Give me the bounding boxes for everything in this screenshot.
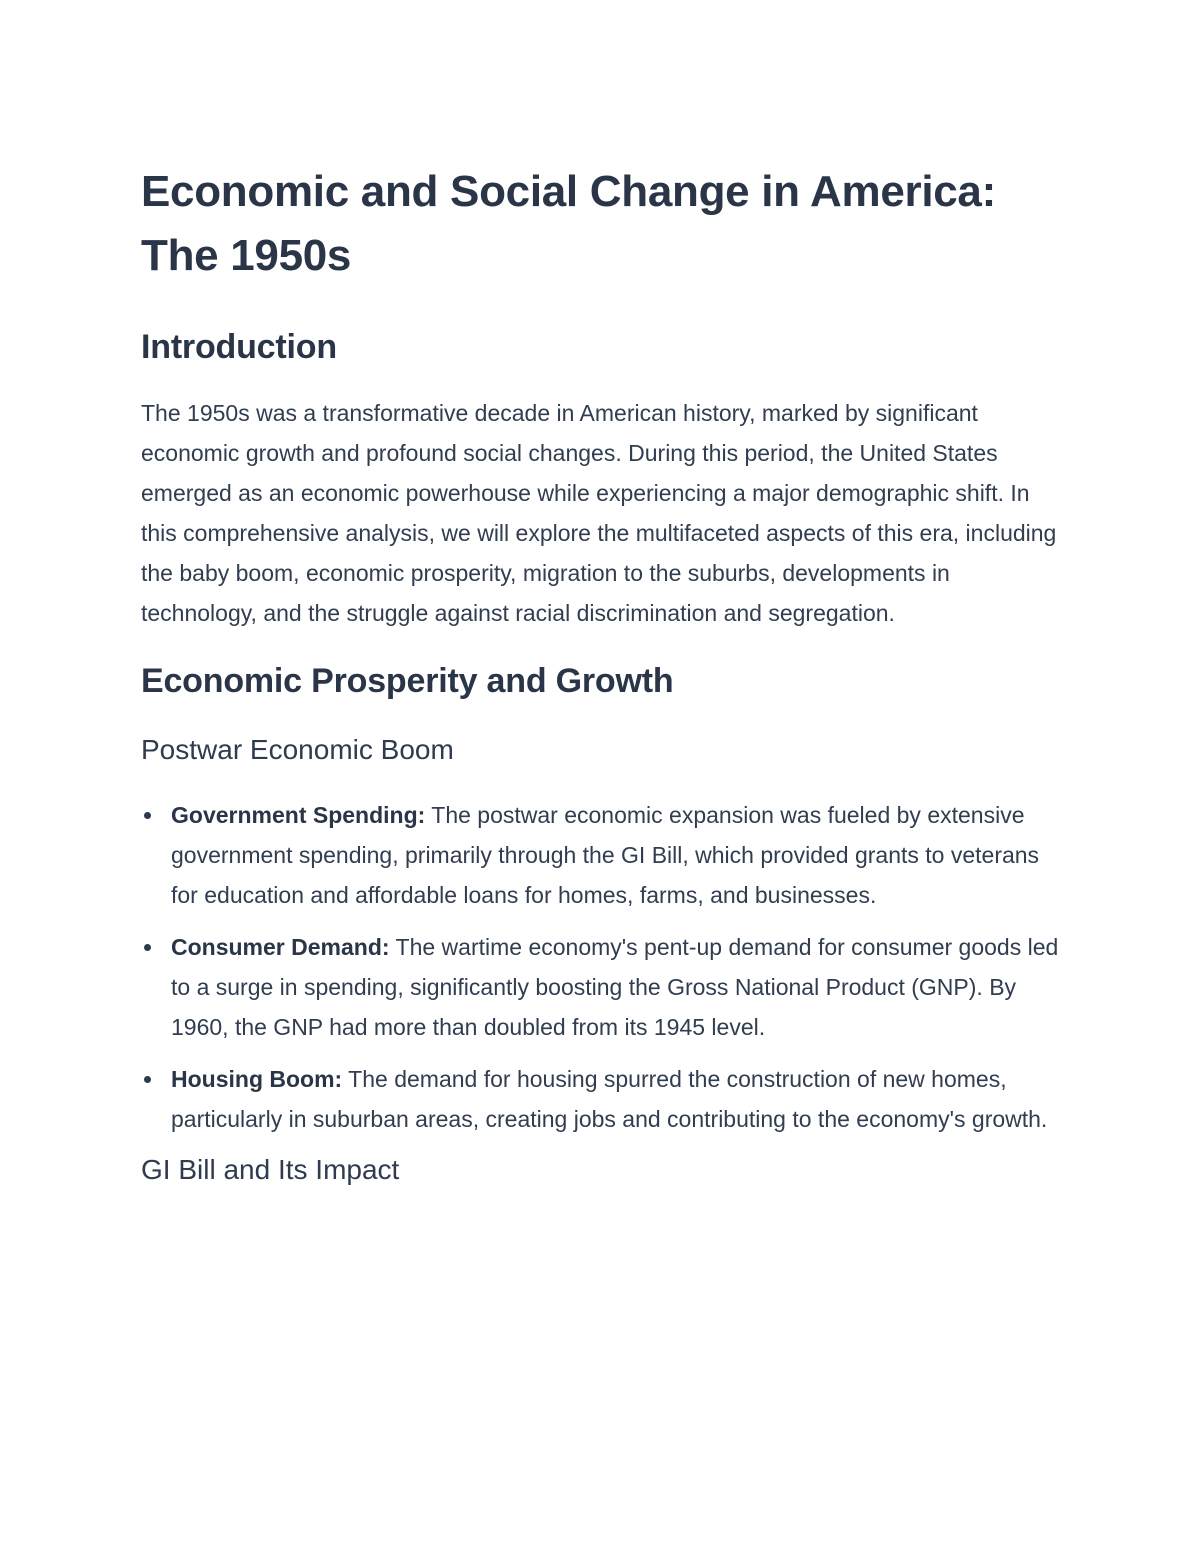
list-item-text: The demand for housing spurred the construction of new homes, particularly in suburban areas, creating jobs and contributing to the economy's growth.: [171, 1066, 1048, 1132]
list-item-text: The postwar economic expansion was fueled by extensive government spending, primarily through the GI Bill, which provided grants to veterans for education and affordable loans for homes, farms, and businesses.: [171, 802, 1040, 908]
document-title: Economic and Social Change in America: The 1950s: [141, 167, 996, 280]
section-heading-introduction: Introduction: [141, 328, 337, 366]
section-heading-economic-prosperity: Economic Prosperity and Growth: [141, 662, 674, 700]
list-item-term: Housing Boom:: [171, 1066, 343, 1092]
list-item: [141, 795, 1061, 915]
subsection-heading-gi-bill: GI Bill and Its Impact: [141, 1154, 400, 1185]
document-page: [141, 160, 1061, 1189]
list-item-term: Consumer Demand:: [171, 934, 390, 960]
introduction-paragraph: The 1950s was a transformative decade in American history, marked by significant economic growth and profound social changes. During this period, the United States emerged as an economic powerhouse while experiencing a major demographic shift. In this comprehensive analysis, we will explore the multifaceted aspects of this era, including the baby boom, economic prosperity, migration to the suburbs, developments in technology, and the struggle against racial discrimination and segregation.: [141, 400, 1057, 626]
bullet-dot: [144, 812, 151, 819]
bullet-dot: [144, 1076, 151, 1083]
list-item: [141, 1059, 1061, 1139]
bullet-dot: [144, 944, 151, 951]
postwar-boom-list: [141, 795, 1061, 1139]
list-item-text: The wartime economy's pent-up demand for consumer goods led to a surge in spending, significantly boosting the Gross National Product (GNP). By 1960, the GNP had more than doubled from its 1945 level.: [171, 934, 1059, 1040]
list-item: [141, 927, 1061, 1047]
subsection-heading-postwar-boom: Postwar Economic Boom: [141, 734, 454, 765]
list-item-term: Government Spending:: [171, 802, 426, 828]
